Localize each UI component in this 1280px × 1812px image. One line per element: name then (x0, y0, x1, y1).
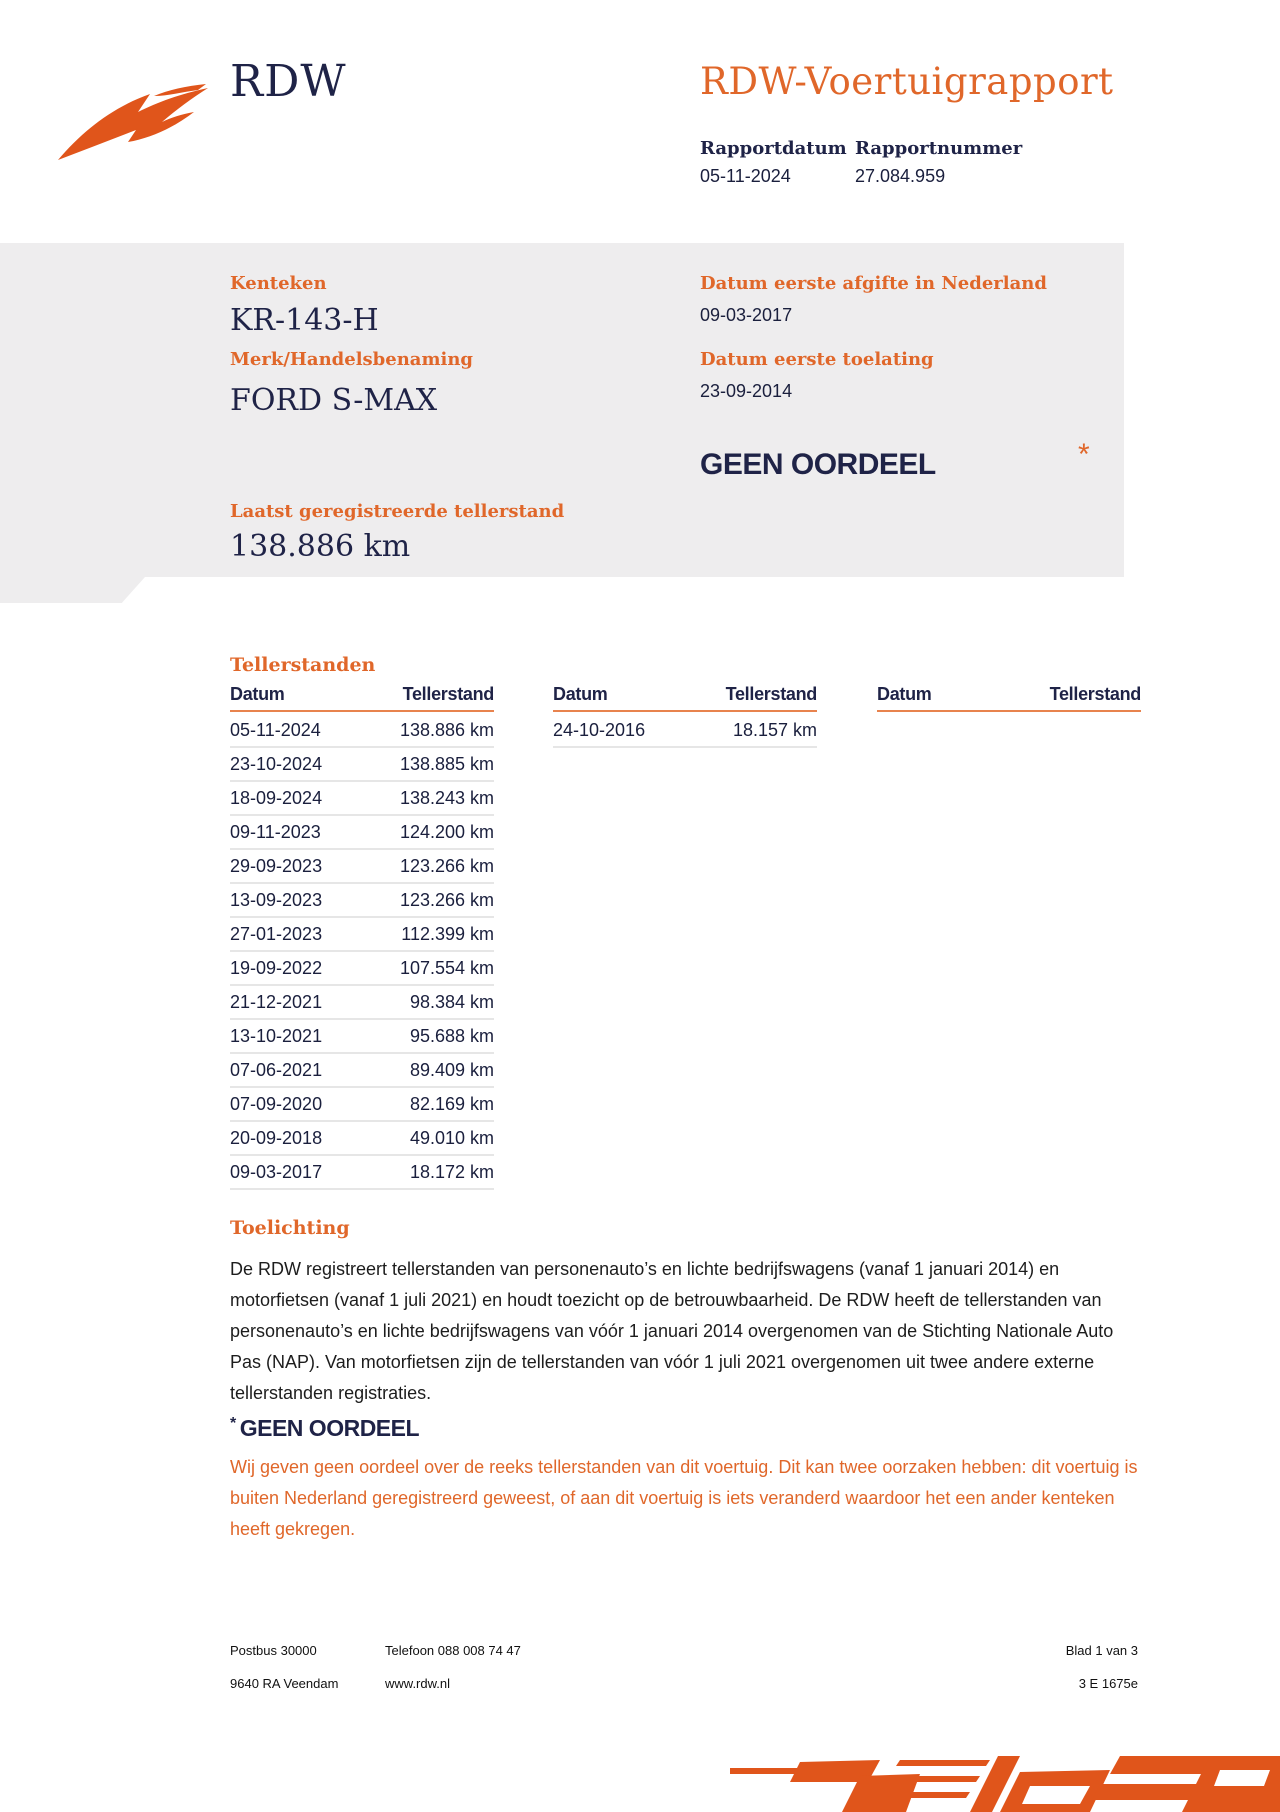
odometer-table-header (877, 684, 1141, 712)
column-header-reading: Tellerstand (725, 684, 817, 704)
odometer-reading: 95.688 km (409, 1026, 494, 1046)
column-header-reading: Tellerstand (402, 684, 494, 704)
odometer-row (230, 884, 494, 918)
odometer-date: 13-10-2021 (230, 1026, 323, 1046)
odometer-table-header (553, 684, 817, 712)
last-reading-value: 138.886 km (230, 529, 411, 564)
odometer-date: 24-10-2016 (553, 720, 646, 740)
odometer-reading: 18.172 km (409, 1162, 494, 1182)
make-label: Merk/Handelsbenaming (230, 349, 474, 370)
odometer-row (230, 782, 494, 816)
odometer-reading: 123.266 km (399, 856, 494, 876)
verdict-explanation-heading (230, 1415, 419, 1442)
odometer-reading: 123.266 km (399, 890, 494, 910)
summary-panel-tab (0, 577, 145, 603)
odometer-reading: 138.885 km (399, 754, 494, 774)
odometer-reading: 98.384 km (409, 992, 494, 1012)
first-admission-label: Datum eerste toelating (700, 349, 934, 370)
verdict-marker: * (1078, 438, 1090, 471)
make-value: FORD S-MAX (230, 383, 438, 418)
odometer-row (230, 714, 494, 748)
odometer-heading: Tellerstanden (230, 654, 376, 676)
odometer-reading: 138.886 km (399, 720, 494, 740)
explanation-heading: Toelichting (230, 1217, 350, 1239)
rdw-logo-icon (58, 82, 210, 160)
report-title: RDW-Voertuigrapport (700, 60, 1114, 103)
report-date-label: Rapportdatum (700, 138, 847, 159)
odometer-date: 07-09-2020 (230, 1094, 323, 1114)
odometer-row (230, 850, 494, 884)
column-header-date: Datum (230, 684, 285, 704)
odometer-reading: 89.409 km (409, 1060, 494, 1080)
brand-name: RDW (230, 56, 347, 107)
verdict-explanation-title: GEEN OORDEEL (239, 1415, 420, 1441)
odometer-date: 09-03-2017 (230, 1162, 323, 1182)
odometer-date: 27-01-2023 (230, 924, 323, 944)
odometer-column-1 (230, 684, 494, 1190)
report-date: 05-11-2024 (700, 166, 791, 186)
plate-value: KR-143-H (230, 303, 379, 338)
odometer-row (230, 918, 494, 952)
last-reading-label: Laatst geregistreerde tellerstand (230, 501, 565, 522)
odometer-row (230, 1156, 494, 1190)
odometer-date: 18-09-2024 (230, 788, 323, 808)
odometer-reading: 107.554 km (399, 958, 494, 978)
odometer-row (230, 748, 494, 782)
odometer-row (230, 986, 494, 1020)
odometer-table-header (230, 684, 494, 712)
odometer-reading: 49.010 km (409, 1128, 494, 1148)
odometer-reading: 138.243 km (399, 788, 494, 808)
odometer-date: 09-11-2023 (230, 822, 321, 842)
odometer-reading: 82.169 km (409, 1094, 494, 1114)
verdict: GEEN OORDEEL (700, 448, 936, 481)
footer-city: 9640 RA Veendam (230, 1676, 339, 1691)
column-header-date: Datum (553, 684, 608, 704)
odometer-row (230, 1054, 494, 1088)
odometer-row (230, 1122, 494, 1156)
odometer-row (230, 1020, 494, 1054)
column-header-date: Datum (877, 684, 932, 704)
footer-website[interactable]: www.rdw.nl (385, 1676, 451, 1691)
odometer-reading: 112.399 km (401, 924, 494, 944)
odometer-date: 29-09-2023 (230, 856, 323, 876)
odometer-row (230, 1088, 494, 1122)
odometer-date: 23-10-2024 (230, 754, 323, 774)
verdict-explanation-text: Wij geven geen oordeel over de reeks tellerstanden van dit voertuig. Dit kan twee oorzaken hebben: dit voertuig is buiten Nederland geregistreerd geweest, of aan dit voertuig is iets veranderd waardoor het een ander kenteken heeft gekregen. (230, 1457, 1138, 1539)
footer-document-code: 3 E 1675e (1078, 1676, 1138, 1691)
footer-postbus: Postbus 30000 (230, 1643, 317, 1658)
explanation-text: De RDW registreert tellerstanden van personenauto’s en lichte bedrijfswagens (vanaf 1 januari 2014) en motorfietsen (vanaf 1 juli 2021) en houdt toezicht op de betrouwbaarheid. De RDW heeft de tellerstanden van personenauto’s en lichte bedrijfswagens van vóór 1 januari 2014 overgenomen van de Stichting Nationale Auto Pas (NAP). Van motorfietsen zijn de tellerstanden van vóór 1 juli 2021 overgenomen uit twee andere externe tellerstanden registraties. (230, 1259, 1114, 1403)
first-admission-value: 23-09-2014 (700, 381, 793, 401)
report-number-label: Rapportnummer (855, 138, 1023, 159)
odometer-date: 13-09-2023 (230, 890, 323, 910)
verdict-explanation-marker: * (230, 1415, 236, 1432)
footer-phone: Telefoon 088 008 74 47 (385, 1643, 521, 1658)
odometer-date: 21-12-2021 (230, 992, 323, 1012)
decorative-stripes-icon (730, 1752, 1280, 1812)
odometer-reading: 18.157 km (732, 720, 817, 740)
odometer-column-3 (877, 684, 1141, 712)
odometer-date: 19-09-2022 (230, 958, 323, 978)
report-number: 27.084.959 (855, 166, 946, 186)
plate-label: Kenteken (230, 273, 327, 294)
odometer-row (230, 952, 494, 986)
column-header-reading: Tellerstand (1049, 684, 1141, 704)
odometer-reading: 124.200 km (399, 822, 494, 842)
odometer-date: 05-11-2024 (230, 720, 321, 740)
footer-page-number: Blad 1 van 3 (1065, 1643, 1138, 1658)
first-nl-value: 09-03-2017 (700, 305, 793, 325)
odometer-row (230, 816, 494, 850)
summary-panel (0, 243, 1124, 577)
odometer-date: 07-06-2021 (230, 1060, 323, 1080)
odometer-date: 20-09-2018 (230, 1128, 323, 1148)
odometer-row (553, 714, 817, 748)
odometer-column-2 (553, 684, 817, 748)
first-nl-label: Datum eerste afgifte in Nederland (700, 273, 1047, 294)
